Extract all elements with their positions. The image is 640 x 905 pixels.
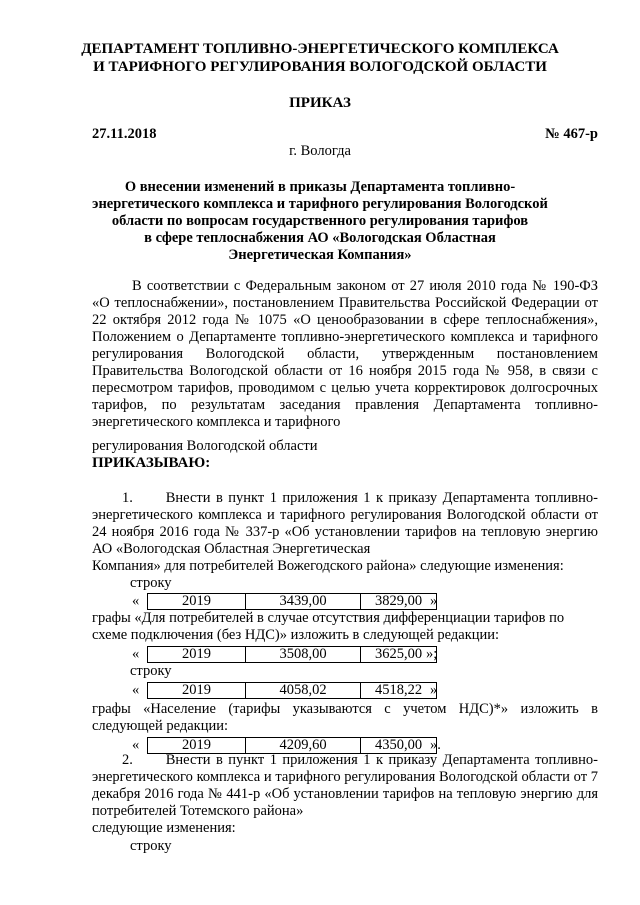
quote-close: »; [426,646,438,662]
document-city: г. Вологда [289,143,351,159]
quote-open: « [132,646,140,662]
columns-text-1: графы «Для потребителей в случае отсутствия дифференциации тарифов по [92,610,565,626]
quote-close: » [430,593,438,609]
quote-open: « [132,593,140,609]
value2-cell: 3625,00 [361,647,437,663]
value1-cell: 4058,02 [246,683,361,699]
item1-last-line: Компания» для потребителей Вожегодского района» следующие изменения: [92,558,564,574]
value2-cell: 3829,00 [361,594,437,610]
title-line3: области по вопросам государственного регулирования тарифов [111,213,529,229]
department-name-line1: ДЕПАРТАМЕНТ ТОПЛИВНО-ЭНЕРГЕТИЧЕСКОГО КОМПЛЕКСА [81,41,559,57]
document-date: 27.11.2018 [92,126,157,142]
item2-text: 2. Внести в пункт 1 приложения 1 к приказу Департамента топливно-энергетического комплекса и тарифного регулирования Вологодской области от 7 декабря 2016 года № 441-р «Об установлении тарифов на тепловую энергию для потребителей Тотемского района» [92,752,598,819]
row-word: строку [130,663,172,679]
tariff-row-table [147,682,437,699]
value1-cell: 3508,00 [246,647,361,663]
value1-cell: 3439,00 [246,594,361,610]
item2-last-line: следующие изменения: [92,820,236,836]
department-name-line2: И ТАРИФНОГО РЕГУЛИРОВАНИЯ ВОЛОГОДСКОЙ ОБЛАСТИ [93,59,547,75]
title-line4: в сфере теплоснабжения АО «Вологодская Областная [144,230,496,246]
year-cell: 2019 [148,594,246,610]
item1-text: 1. Внести в пункт 1 приложения 1 к приказу Департамента топливно-энергетического комплекса и тарифного регулирования Вологодской области от 24 ноября 2016 года № 337-р «Об установлении тарифов на тепловую энергию АО «Вологодская Областная Энергетическая [92,490,598,557]
quote-open: « [132,737,140,753]
year-cell: 2019 [148,647,246,663]
preamble-last-line: регулирования Вологодской области [92,438,318,454]
row-word: строку [130,838,172,854]
columns-text-1-last: схеме подключения (без НДС)» изложить в следующей редакции: [92,627,500,643]
year-cell: 2019 [148,738,246,754]
value2-cell: 4350,00 [361,738,437,754]
quote-close: ». [430,737,441,753]
document-type: ПРИКАЗ [289,95,351,111]
title-line1: О внесении изменений в приказы Департамента топливно- [124,179,516,195]
year-cell: 2019 [148,683,246,699]
order-word: ПРИКАЗЫВАЮ: [92,455,211,471]
columns-text-2: графы «Население (тарифы указываются с учетом НДС)*» изложить в [92,701,598,717]
tariff-row-table [147,646,437,663]
title-line2: энергетического комплекса и тарифного регулирования Вологодской [92,196,548,212]
value2-cell: 4518,22 [361,683,437,699]
quote-open: « [132,682,140,698]
quote-close: » [430,682,438,698]
document-number: № 467-р [545,126,598,142]
value1-cell: 4209,60 [246,738,361,754]
tariff-row-table [147,593,437,610]
preamble-text: В соответствии с Федеральным законом от 27 июля 2010 года № 190-ФЗ «О теплоснабжении», постановлением Правительства Российской Федерации от 22 октября 2012 года № 1075 «О ценообразовании в сфере теплоснабжения», Положением о Департаменте топливно-энергетического комплекса и тарифного регулирования Вологодской области, утвержденным постановлением Правительства Вологодской области от 16 ноября 2015 года № 958, в связи с пересмотром тарифов, проводимом с целью учета корректировок долгосрочных тарифов, по результатам заседания правления Департамента топливно-энергетического комплекса и тарифного [92,278,598,430]
columns-text-2-last: следующей редакции: [92,718,229,734]
title-line5: Энергетическая Компания» [228,247,412,263]
row-word: строку [130,575,172,591]
